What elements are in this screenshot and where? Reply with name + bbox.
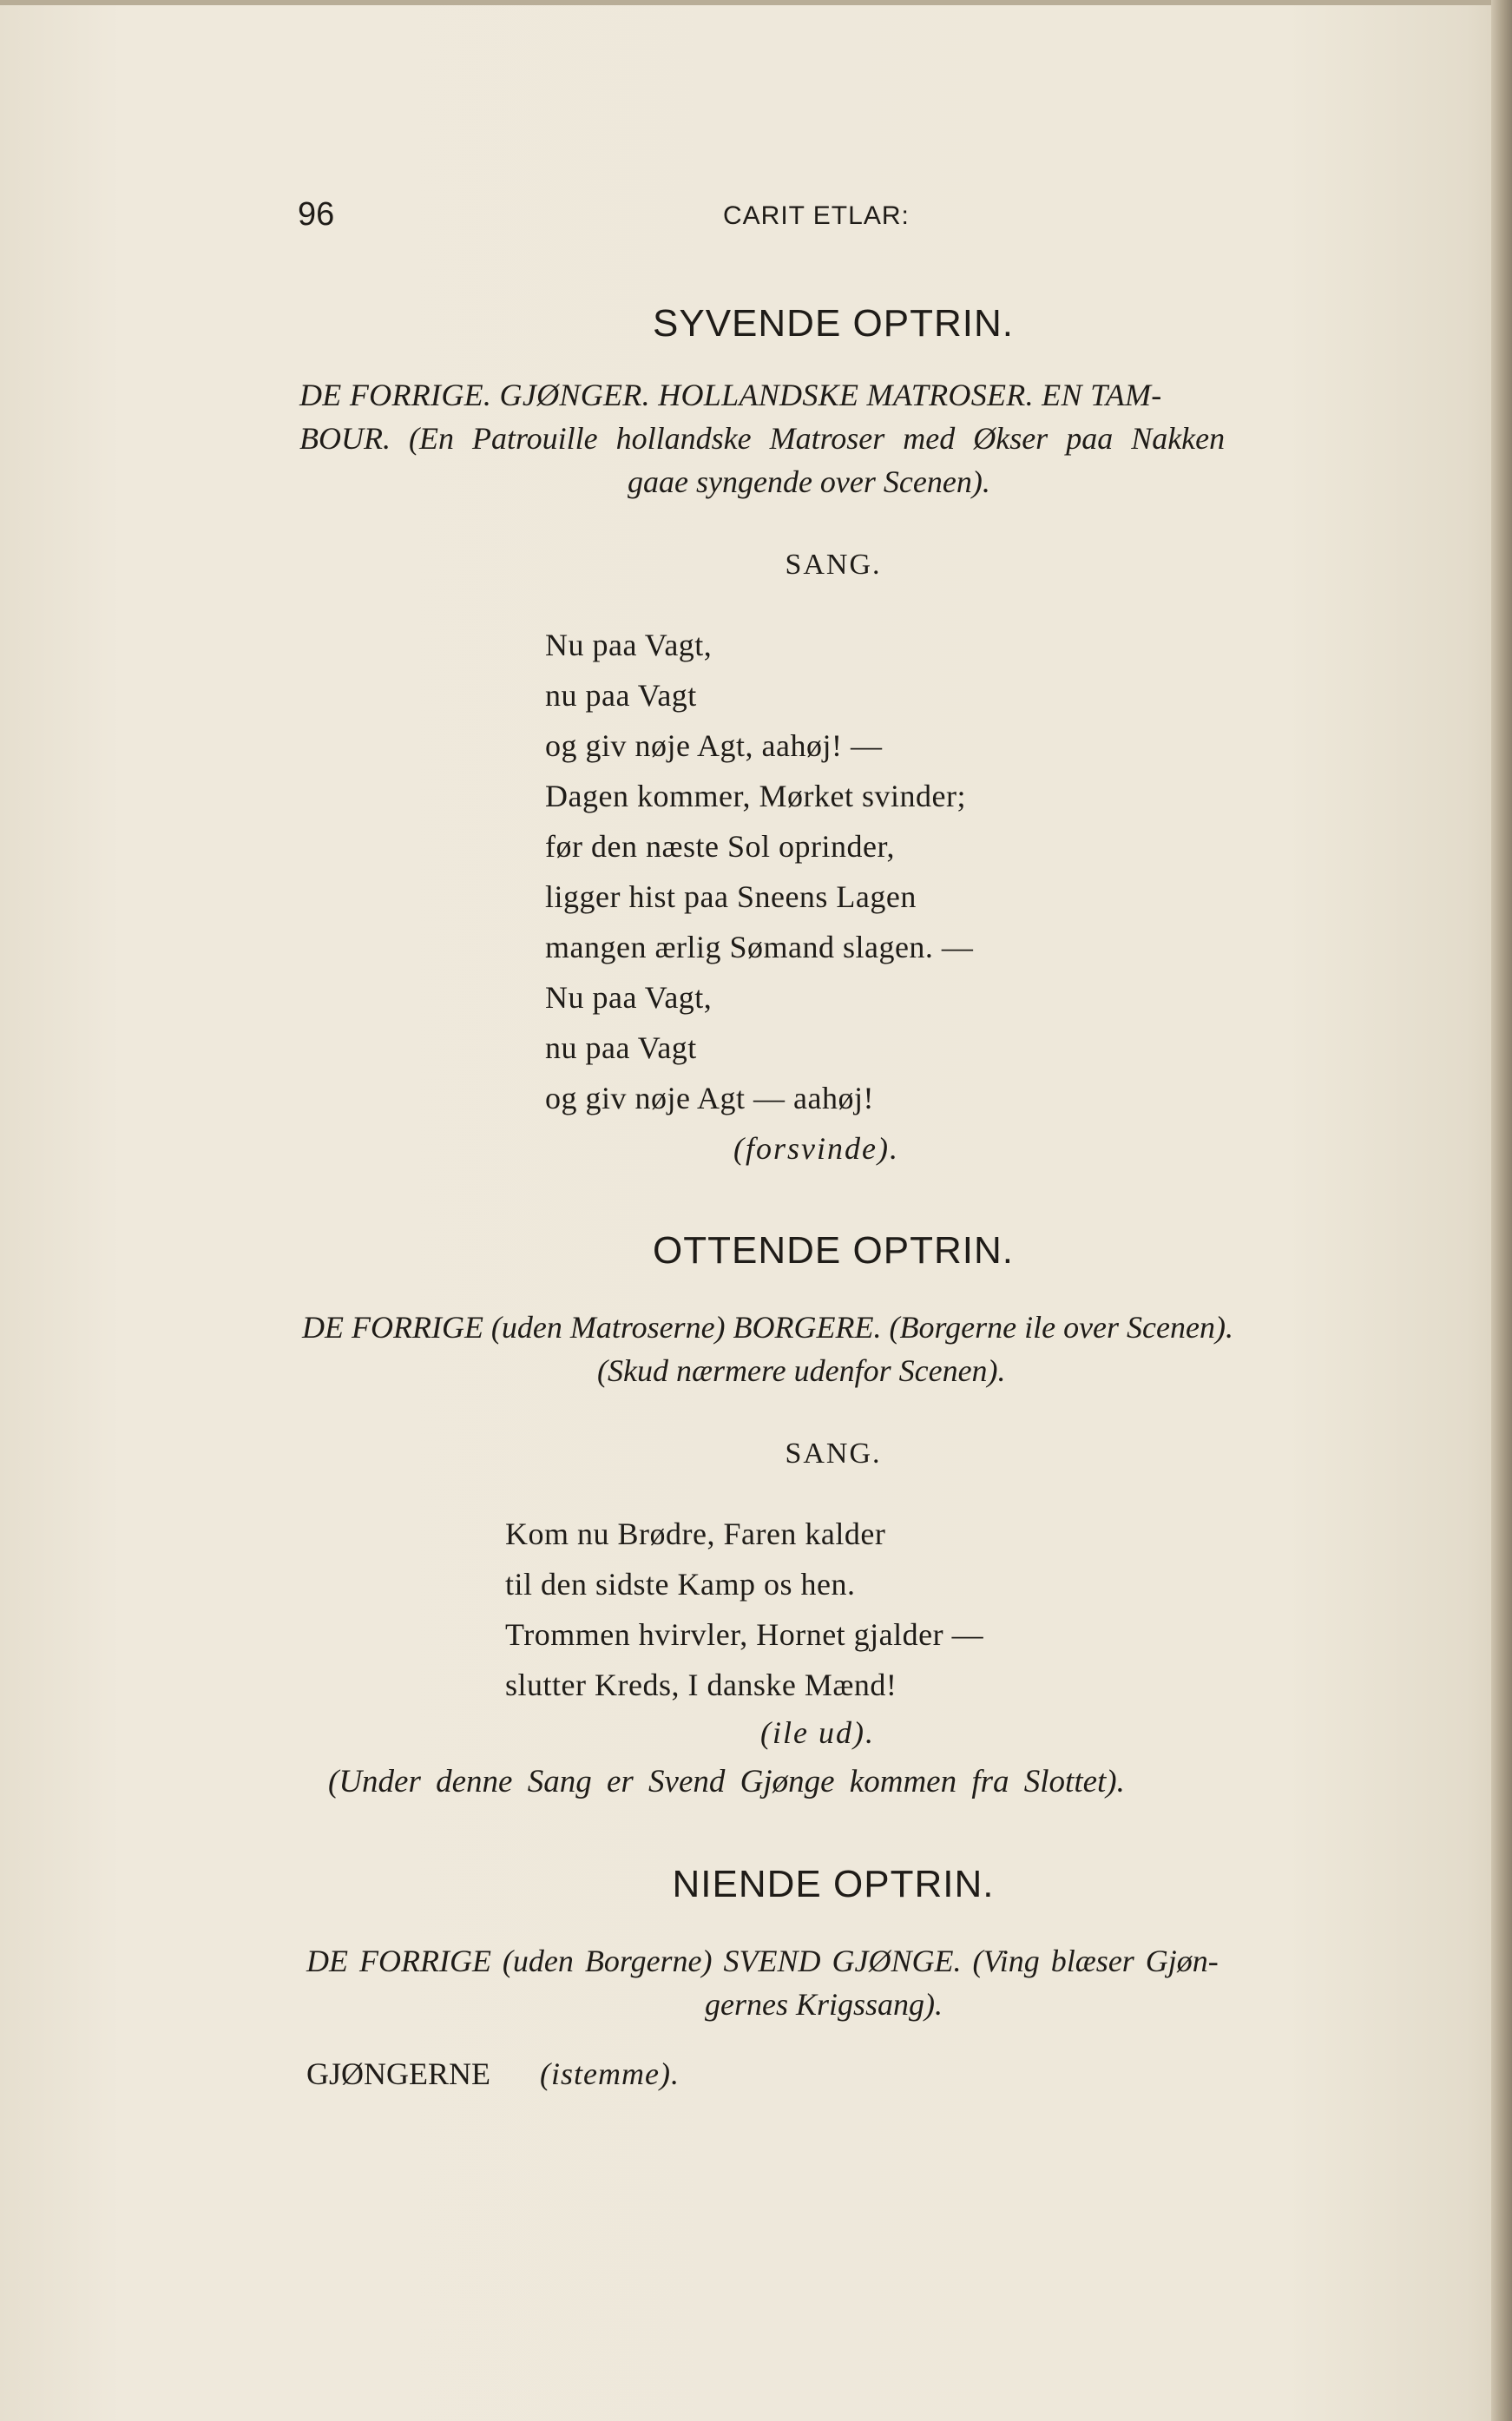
verse-line: Nu paa Vagt, <box>545 628 713 662</box>
verse-block <box>545 620 973 1123</box>
verse-line: Kom nu Brødre, Faren kalder <box>505 1516 886 1551</box>
stage-note: (Under denne Sang er Svend Gjønge kommen fra Slottet). <box>328 1764 1125 1799</box>
song-label: SANG. <box>785 549 882 581</box>
scene-heading-niende: NIENDE OPTRIN. <box>672 1863 995 1905</box>
cast-line: gernes Krigssang). <box>705 1987 943 2022</box>
verse-line: til den sidste Kamp os hen. <box>505 1567 856 1602</box>
verse-line: Trommen hvirvler, Hornet gjalder — <box>505 1617 984 1652</box>
verse-line: før den næste Sol oprinder, <box>545 829 895 864</box>
speaker-direction: (istemme). <box>540 2056 680 2091</box>
cast-line: DE FORRIGE (uden Matroserne) BORGERE. (Borgerne ile over Scenen). <box>302 1310 1233 1345</box>
song-label: SANG. <box>785 1437 882 1470</box>
scene-heading-ottende: OTTENDE OPTRIN. <box>653 1229 1014 1272</box>
running-title: CARIT ETLAR: <box>723 201 910 230</box>
verse-line: slutter Kreds, I danske Mænd! <box>505 1668 897 1702</box>
cast-line: BOUR. (En Patrouille hollandske Matroser med Økser paa Nakken <box>299 421 1226 456</box>
cast-line: DE FORRIGE. GJØNGER. HOLLANDSKE MATROSER. EN TAM- <box>299 378 1162 412</box>
cast-line: DE FORRIGE (uden Borgerne) SVEND GJØNGE. (Ving blæser Gjøn- <box>306 1944 1219 1978</box>
stage-direction: (ile ud). <box>760 1715 875 1750</box>
page-right-edge <box>1491 0 1512 2421</box>
verse-line: og giv nøje Agt — aahøj! <box>545 1081 874 1115</box>
scene-heading-syvende: SYVENDE OPTRIN. <box>653 302 1014 345</box>
verse-line: ligger hist paa Sneens Lagen <box>545 879 917 914</box>
verse-line: og giv nøje Agt, aahøj! — <box>545 728 883 763</box>
verse-block <box>505 1509 983 1710</box>
cast-line: gaae syngende over Scenen). <box>628 464 990 499</box>
verse-line: Dagen kommer, Mørket svinder; <box>545 779 966 813</box>
speaker-name: GJØNGERNE <box>306 2056 490 2091</box>
verse-line: nu paa Vagt <box>545 1030 697 1065</box>
cast-line: (Skud nærmere udenfor Scenen). <box>597 1353 1006 1388</box>
verse-line: mangen ærlig Sømand slagen. — <box>545 930 974 964</box>
stage-direction: (forsvinde). <box>733 1131 899 1166</box>
page-top-edge <box>0 0 1512 5</box>
page-number: 96 <box>298 196 335 233</box>
verse-line: nu paa Vagt <box>545 678 697 713</box>
verse-line: Nu paa Vagt, <box>545 980 713 1015</box>
